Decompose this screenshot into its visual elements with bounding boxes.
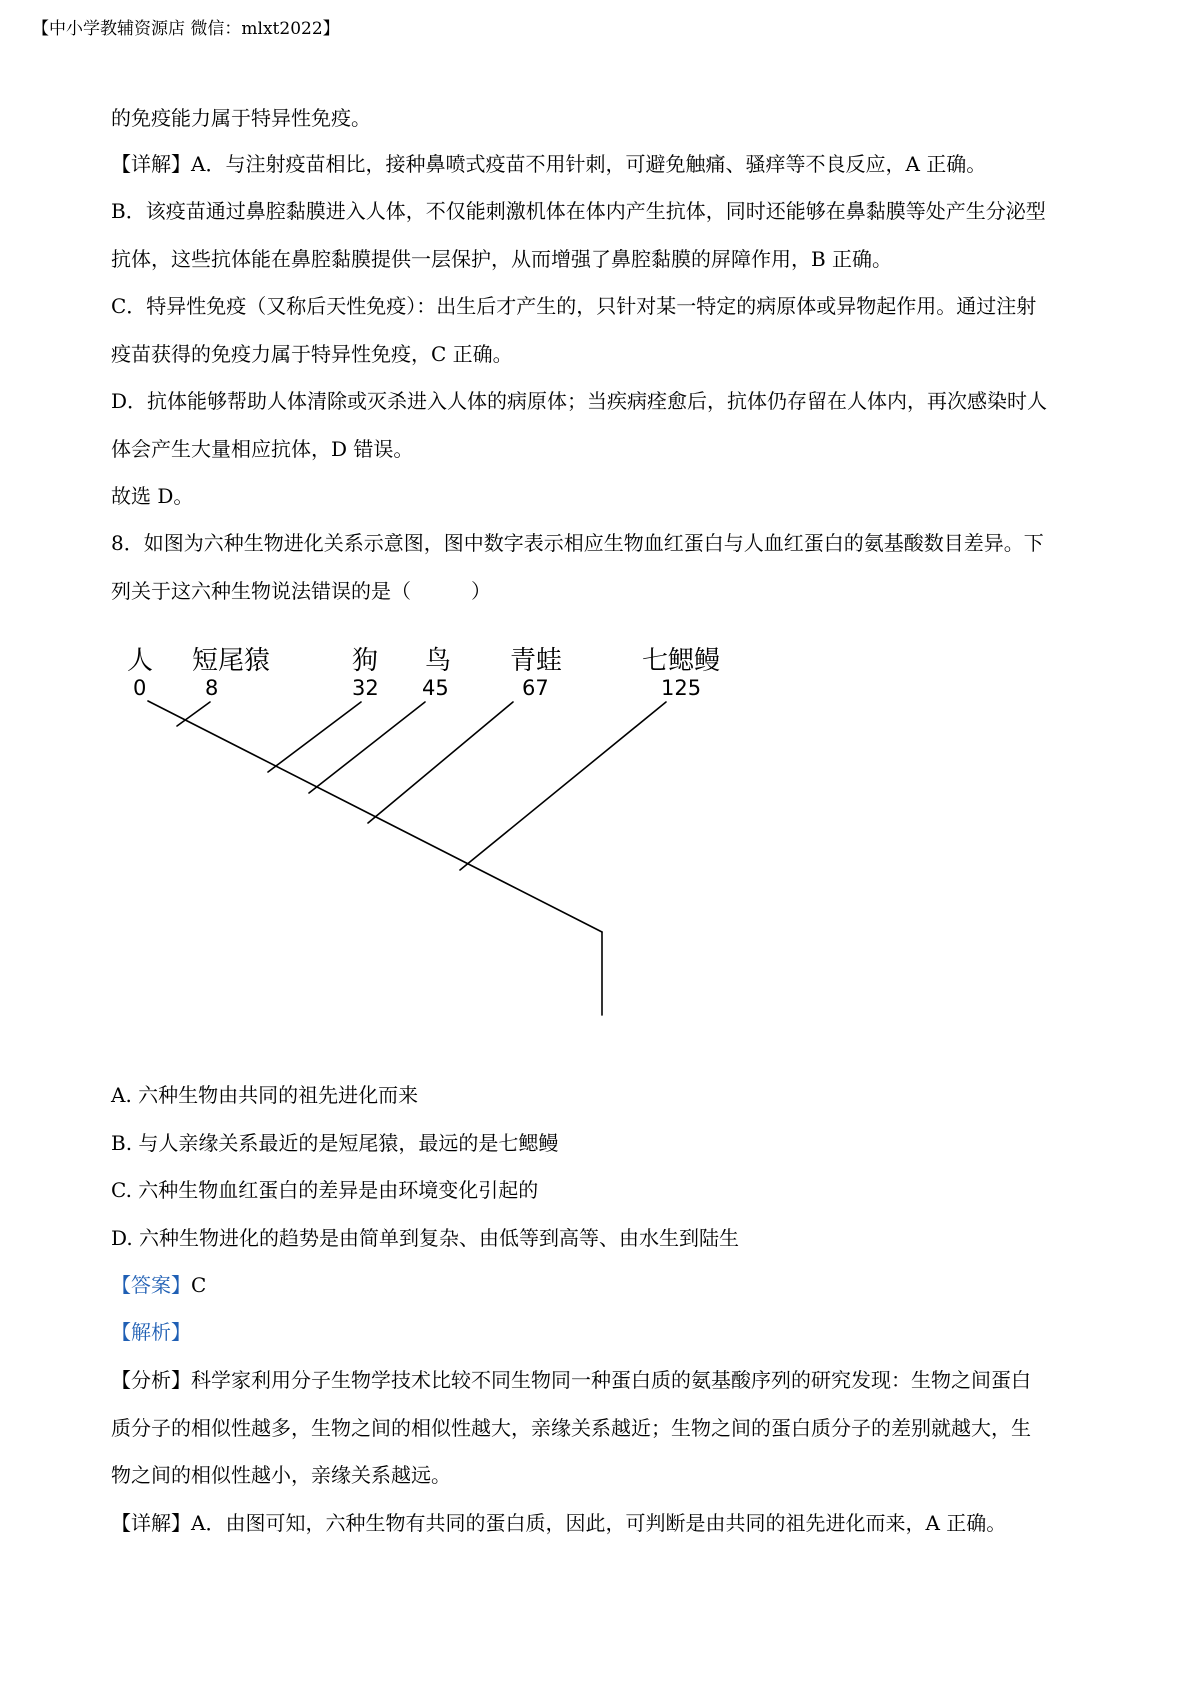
branch-line: [177, 702, 210, 726]
analysis-line: 【详解】A．由图可知，六种生物有共同的蛋白质，因此，可判断是由共同的祖先进化而来，A 正确。: [111, 1511, 1007, 1535]
text-line: 体会产生大量相应抗体，D 错误。: [111, 437, 414, 461]
difference-number: 125: [661, 676, 702, 700]
evolution-tree-figure: [120, 630, 740, 1020]
option-d: D. 六种生物进化的趋势是由简单到复杂、由低等到高等、由水生到陆生: [111, 1226, 740, 1250]
text-line: C．特异性免疫（又称后天性免疫）：出生后才产生的，只针对某一特定的病原体或异物起作用。通过注射: [111, 294, 1037, 318]
text-line: D．抗体能够帮助人体清除或灭杀进入人体的病原体；当疾病痊愈后，抗体仍存留在人体内，再次感染时人: [111, 389, 1048, 413]
branch-line: [460, 702, 666, 870]
text-line: 的免疫能力属于特异性免疫。: [111, 106, 371, 130]
analysis-line: 物之间的相似性越小，亲缘关系越远。: [111, 1463, 451, 1487]
organism-label: 短尾猿: [192, 646, 271, 676]
page-header-watermark: 【中小学教辅资源店 微信：mlxt2022】: [32, 19, 340, 39]
question-8-stem: 列关于这六种生物说法错误的是（ ）: [111, 579, 491, 603]
text-line: 疫苗获得的免疫力属于特异性免疫，C 正确。: [111, 342, 513, 366]
branch-line: [368, 702, 513, 823]
analysis-line: 质分子的相似性越多，生物之间的相似性越大，亲缘关系越近；生物之间的蛋白质分子的差别就越大，生: [111, 1416, 1031, 1440]
branch-line: [268, 702, 361, 772]
organism-label: 人: [127, 646, 154, 676]
text-line: 【详解】A．与注射疫苗相比，接种鼻喷式疫苗不用针刺，可避免触痛、骚痒等不良反应，A 正确。: [111, 152, 987, 176]
option-b: B. 与人亲缘关系最近的是短尾猿，最远的是七鳃鳗: [111, 1131, 559, 1155]
organism-label: 七鳃鳗: [642, 646, 721, 676]
difference-number: 45: [422, 676, 449, 700]
answer-line: [111, 1271, 206, 1299]
difference-number: 0: [133, 676, 147, 700]
answer-value: C: [191, 1273, 207, 1297]
difference-number: 67: [522, 676, 549, 700]
question-8-stem: 8．如图为六种生物进化关系示意图，图中数字表示相应生物血红蛋白与人血红蛋白的氨基酸数目差异。下: [111, 531, 1044, 555]
text-line: 抗体，这些抗体能在鼻腔黏膜提供一层保护，从而增强了鼻腔黏膜的屏障作用，B 正确。: [111, 247, 893, 271]
organism-label: 狗: [352, 646, 379, 676]
text-line: B．该疫苗通过鼻腔黏膜进入人体，不仅能刺激机体在体内产生抗体，同时还能够在鼻黏膜等处产生分泌型: [111, 199, 1046, 223]
organism-label: 青蛙: [510, 646, 563, 676]
option-c: C. 六种生物血红蛋白的差异是由环境变化引起的: [111, 1178, 539, 1202]
organism-label: 鸟: [425, 646, 452, 676]
text-line: 故选 D。: [111, 484, 194, 508]
difference-number: 32: [352, 676, 379, 700]
analysis-line: 【分析】科学家利用分子生物学技术比较不同生物同一种蛋白质的氨基酸序列的研究发现：生物之间蛋白: [111, 1368, 1031, 1392]
answer-tag: 【答案】: [111, 1273, 191, 1297]
branch-line: [309, 702, 425, 793]
option-a: A. 六种生物由共同的祖先进化而来: [111, 1083, 419, 1107]
analysis-tag: 【解析】: [111, 1320, 191, 1344]
difference-number: 8: [205, 676, 219, 700]
